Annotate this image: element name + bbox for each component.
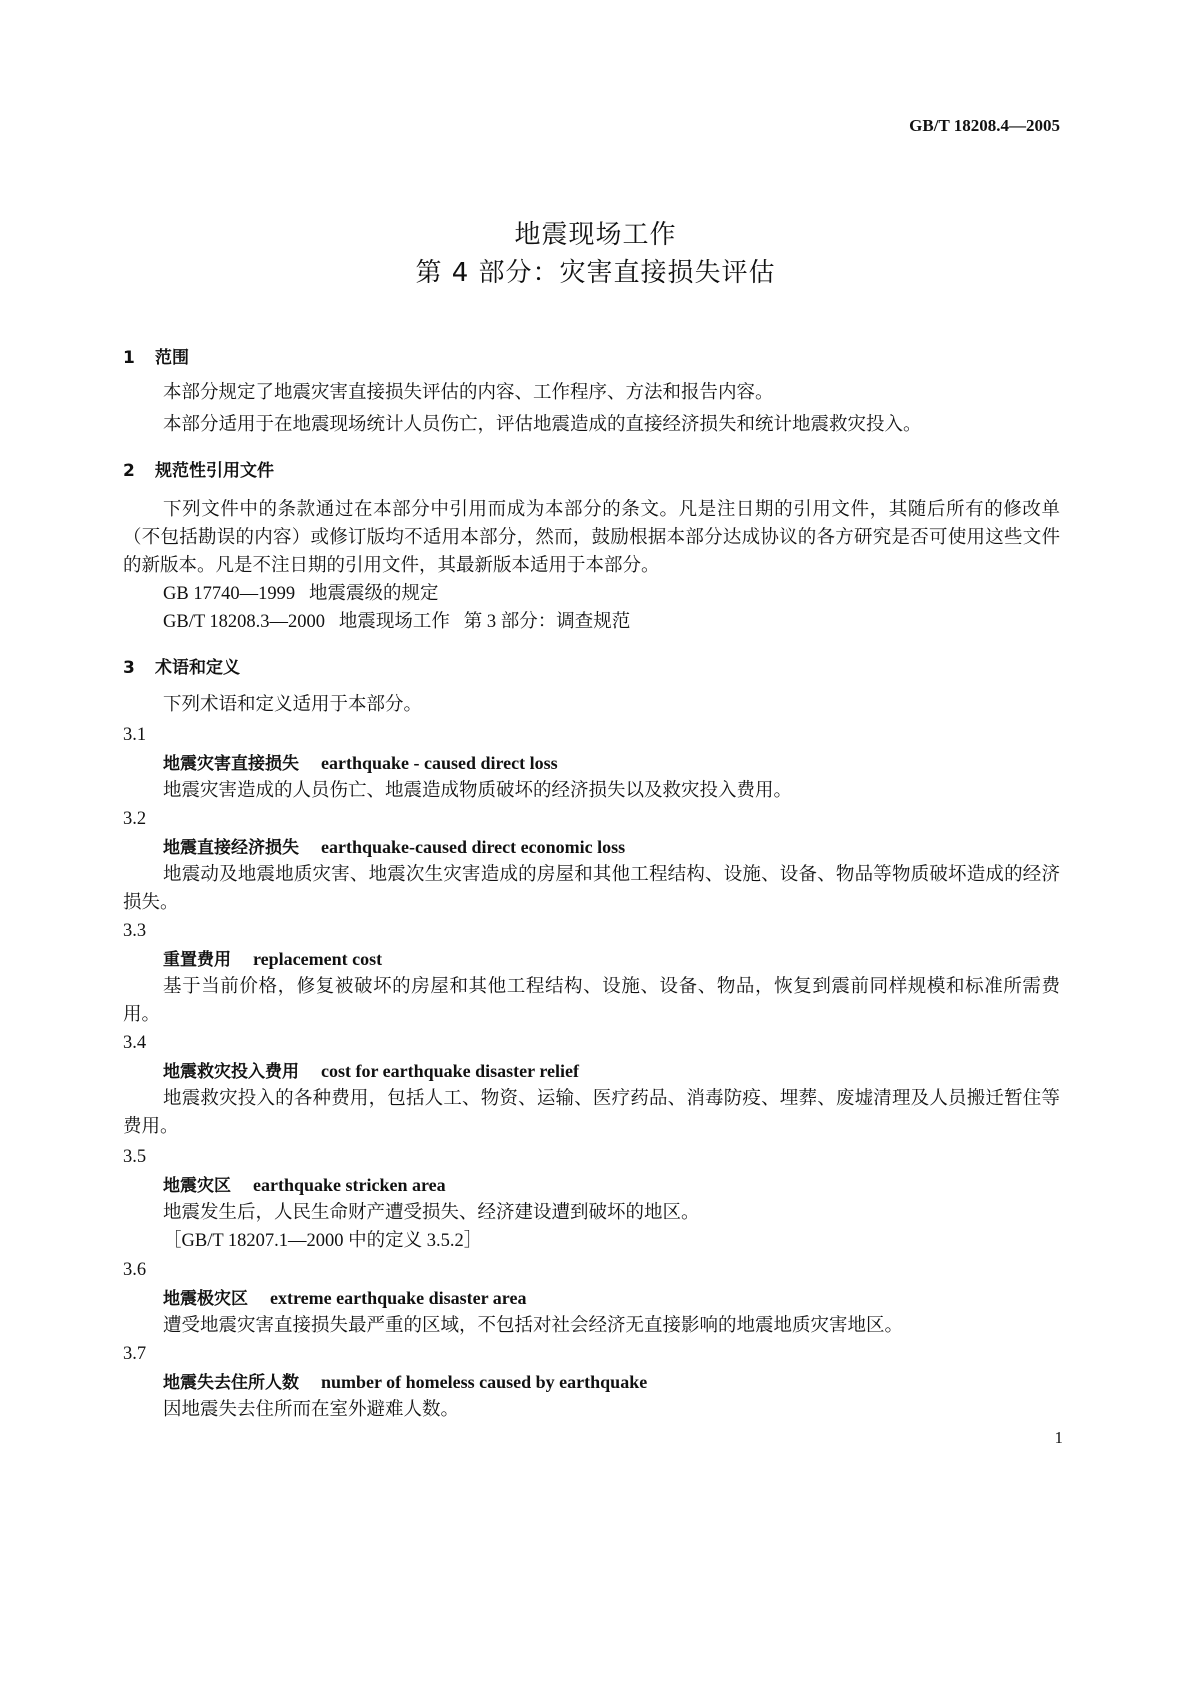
section-number: 3 <box>123 658 135 678</box>
clause-number: 3.7 <box>123 1344 147 1364</box>
term-clause <box>123 721 146 749</box>
term-clause <box>123 805 146 833</box>
title-line-1: 地震现场工作 <box>514 220 677 250</box>
section-number: 1 <box>123 348 135 368</box>
paragraph: 本部分适用于在地震现场统计人员伤亡，评估地震造成的直接经济损失和统计地震救灾投入。 <box>163 415 922 435</box>
section-1-heading <box>123 343 189 368</box>
term-clause <box>123 917 146 945</box>
term-heading <box>163 1057 579 1086</box>
term-clause <box>123 1143 146 1171</box>
clause-number: 3.1 <box>123 725 147 745</box>
term-zh: 地震灾害直接损失 <box>163 754 299 774</box>
term-heading <box>163 833 625 862</box>
term-source-note: ［GB/T 18207.1—2000 中的定义 3.5.2］ <box>163 1231 483 1251</box>
section-3-heading <box>123 653 240 678</box>
term-heading <box>163 1171 446 1200</box>
reference: GB 17740—1999 地震震级的规定 <box>163 584 439 604</box>
term-definition: 因地震失去住所而在室外避难人数。 <box>163 1400 460 1420</box>
term-en: earthquake stricken area <box>253 1175 446 1195</box>
term-heading <box>163 945 382 974</box>
title-line-2: 第 4 部分：灾害直接损失评估 <box>415 258 776 288</box>
term-en: number of homeless caused by earthquake <box>321 1372 648 1392</box>
term-definition: 地震救灾投入的各种费用，包括人工、物资、运输、医疗药品、消毒防疫、埋葬、废墟清理及人员搬迁暂住等费用。 <box>123 1089 1060 1137</box>
term-clause <box>123 1256 146 1284</box>
page-number: 1 <box>1054 1428 1063 1447</box>
term-clause <box>123 1340 146 1368</box>
term-heading <box>163 1368 647 1397</box>
term-zh: 地震失去住所人数 <box>163 1373 299 1393</box>
term-en: earthquake-caused direct economic loss <box>321 837 626 857</box>
term-heading <box>163 749 558 778</box>
paragraph: 下列术语和定义适用于本部分。 <box>163 695 423 715</box>
paragraph: 下列文件中的条款通过在本部分中引用而成为本部分的条文。凡是注日期的引用文件，其随后所有的修改单（不包括勘误的内容）或修订版均不适用本部分，然而，鼓励根据本部分达成协议的各方研究是否可使用这些文件的新版本。凡是不注日期的引用文件，其最新版本适用于本部分。 <box>123 500 1060 576</box>
term-clause <box>123 1029 146 1057</box>
term-en: cost for earthquake disaster relief <box>321 1061 579 1081</box>
term-heading <box>163 1284 526 1313</box>
reference: GB/T 18208.3—2000 地震现场工作 第 3 部分：调查规范 <box>163 612 631 632</box>
term-en: earthquake - caused direct loss <box>321 753 558 773</box>
term-zh: 地震灾区 <box>163 1176 231 1196</box>
section-title: 规范性引用文件 <box>155 461 274 481</box>
clause-number: 3.4 <box>123 1033 147 1053</box>
term-definition: 地震发生后，人民生命财产遭受损失、经济建设遭到破坏的地区。 <box>163 1203 700 1223</box>
term-zh: 地震极灾区 <box>163 1289 248 1309</box>
term-definition: 基于当前价格，修复被破坏的房屋和其他工程结构、设施、设备、物品，恢复到震前同样规模和标准所需费用。 <box>123 977 1060 1025</box>
term-zh: 地震救灾投入费用 <box>163 1062 299 1082</box>
term-definition: 遭受地震灾害直接损失最严重的区域，不包括对社会经济无直接影响的地震地质灾害地区。 <box>163 1316 904 1336</box>
section-title: 范围 <box>155 348 189 368</box>
section-2-heading <box>123 456 274 481</box>
clause-number: 3.6 <box>123 1260 147 1280</box>
section-title: 术语和定义 <box>155 658 240 678</box>
paragraph: 本部分规定了地震灾害直接损失评估的内容、工作程序、方法和报告内容。 <box>163 383 774 403</box>
standard-number: GB/T 18208.4—2005 <box>909 116 1060 135</box>
clause-number: 3.5 <box>123 1147 147 1167</box>
term-zh: 地震直接经济损失 <box>163 838 299 858</box>
clause-number: 3.2 <box>123 809 147 829</box>
term-en: extreme earthquake disaster area <box>270 1288 527 1308</box>
term-definition: 地震灾害造成的人员伤亡、地震造成物质破坏的经济损失以及救灾投入费用。 <box>163 781 793 801</box>
clause-number: 3.3 <box>123 921 147 941</box>
section-number: 2 <box>123 461 135 481</box>
term-zh: 重置费用 <box>163 950 231 970</box>
term-definition: 地震动及地震地质灾害、地震次生灾害造成的房屋和其他工程结构、设施、设备、物品等物质破坏造成的经济损失。 <box>123 865 1060 913</box>
term-en: replacement cost <box>253 949 383 969</box>
